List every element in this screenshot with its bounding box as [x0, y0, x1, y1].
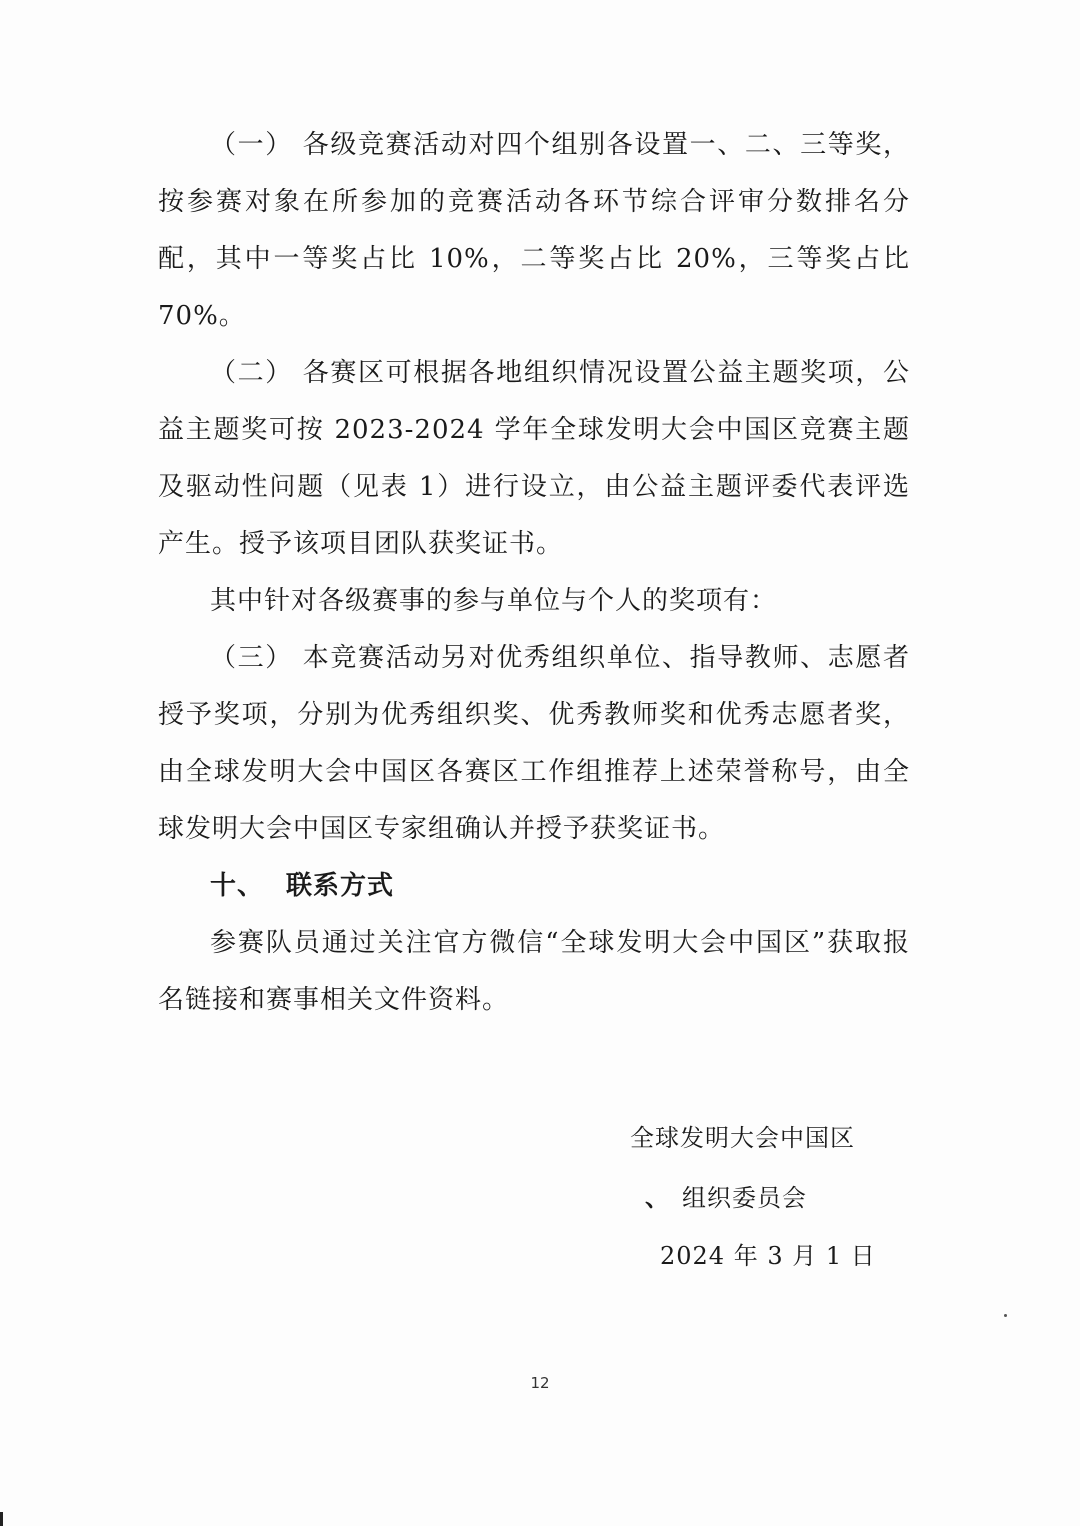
- award-intro: 其中针对各级赛事的参与单位与个人的奖项有：: [210, 586, 778, 616]
- scan-speck: [1004, 1314, 1007, 1317]
- award-clause-1: （一） 各级竞赛活动对四个组别各设置一、二、三等奖，按参赛对象在所参加的竞赛活动各环节综合评审分数排名分配，其中一等奖占比 10%，二等奖占比 20%，三等奖占比 70%。: [158, 130, 910, 331]
- signature-organization: 全球发明大会中国区: [630, 1124, 855, 1152]
- scan-edge-mark: [0, 1512, 3, 1526]
- signature-committee-line: [645, 1178, 807, 1213]
- award-clause-2: （二） 各赛区可根据各地组织情况设置公益主题奖项，公益主题奖可按 2023-2024 学年全球发明大会中国区竞赛主题及驱动性问题（见表 1）进行设立，由公益主题评委代表评选产生。授予该项目团队获奖证书。: [158, 358, 910, 559]
- signature-committee: 组织委员会: [682, 1184, 807, 1212]
- award-clause-3: （三） 本竞赛活动另对优秀组织单位、指导教师、志愿者授予奖项，分别为优秀组织奖、优秀教师奖和优秀志愿者奖，由全球发明大会中国区各赛区工作组推荐上述荣誉称号，由全球发明大会中国区专家组确认并授予获奖证书。: [158, 643, 910, 844]
- contact-paragraph: 参赛队员通过关注官方微信“全球发明大会中国区”获取报名链接和赛事相关文件资料。: [158, 928, 910, 1015]
- signature-date: 2024 年 3 月 1 日: [660, 1242, 876, 1270]
- section-number: 十、: [210, 871, 265, 901]
- section-heading-contact: [158, 858, 910, 915]
- stray-mark: 、: [645, 1183, 670, 1212]
- document-body: [158, 117, 910, 1029]
- section-title: 联系方式: [286, 871, 395, 901]
- page-number: 12: [530, 1374, 550, 1392]
